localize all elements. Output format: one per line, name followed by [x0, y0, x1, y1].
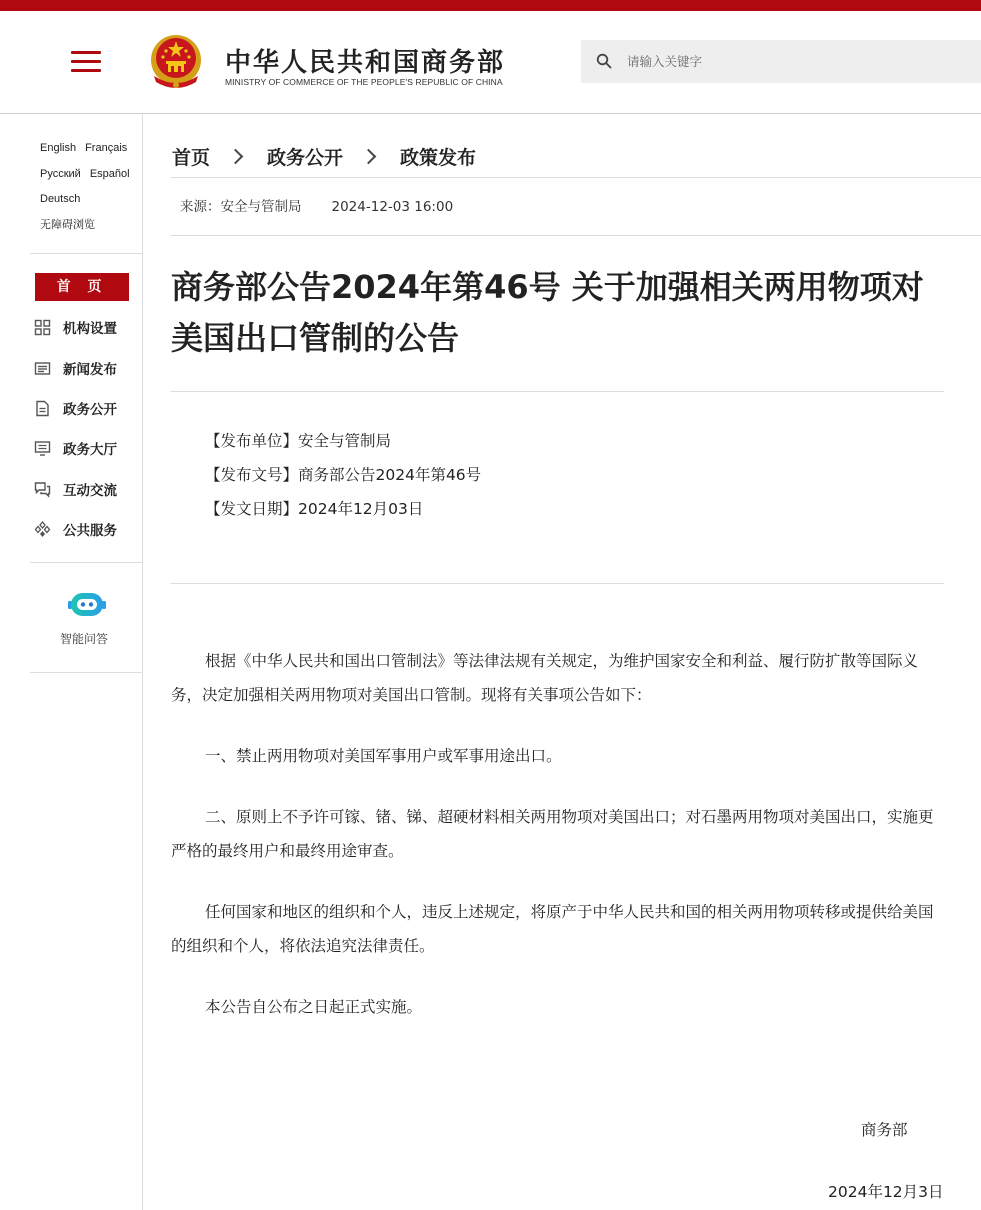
lang-russian-link[interactable]: Русский [40, 167, 81, 180]
sidebar-divider [30, 562, 142, 563]
chevron-right-icon [361, 148, 377, 164]
breadcrumb-divider [171, 177, 981, 178]
breadcrumb-government-affairs[interactable]: 政务公开 [267, 146, 344, 169]
article-datetime: 2024-12-03 16:00 [331, 199, 454, 215]
service-icon [34, 521, 51, 538]
breadcrumb-home[interactable]: 首页 [172, 146, 211, 169]
lang-german-link[interactable]: Deutsch [40, 193, 81, 205]
meta-divider [171, 235, 981, 236]
search-box [581, 40, 981, 83]
body-paragraph: 二、原则上不予许可镓、锗、锑、超硬材料相关两用物项对美国出口；对石墨两用物项对美国出口，实施更严格的最终用户和最终用途审查。 [171, 808, 934, 860]
site-title: 中华人民共和国商务部 [225, 48, 506, 78]
chevron-right-icon [228, 148, 244, 164]
sidebar [0, 114, 143, 1210]
article-info [205, 424, 481, 526]
assistant-label[interactable]: 智能问答 [60, 632, 109, 646]
info-doc-number: 【发布文号】商务部公告2024年第46号 [205, 466, 482, 484]
sidebar-item-label: 新闻发布 [63, 362, 117, 378]
article-meta [180, 195, 453, 215]
site-header [0, 11, 981, 114]
article-body [171, 644, 946, 1051]
sidebar-item-public-service[interactable] [34, 517, 117, 541]
body-paragraph: 任何国家和地区的组织和个人，违反上述规定，将原产于中华人民共和国的相关两用物项转移或提供给美国的组织和个人，将依法追究法律责任。 [171, 903, 934, 955]
sidebar-item-service-hall[interactable] [34, 436, 117, 460]
article-title: 商务部公告2024年第46号 关于加强相关两用物项对美国出口管制的公告 [171, 268, 924, 357]
monitor-icon [34, 440, 51, 457]
top-red-bar [0, 0, 981, 11]
body-paragraph: 根据《中华人民共和国出口管制法》等法律法规有关规定，为维护国家安全和利益、履行防扩散等国际义务，决定加强相关两用物项对美国出口管制。现将有关事项公告如下： [171, 652, 919, 704]
accessibility-link[interactable]: 无障碍浏览 [40, 218, 95, 231]
sidebar-divider [30, 253, 142, 254]
info-issuer: 【发布单位】安全与管制局 [205, 432, 392, 450]
breadcrumb-policy-release[interactable]: 政策发布 [400, 146, 477, 169]
sidebar-divider [30, 672, 142, 673]
document-icon [34, 400, 51, 417]
sidebar-item-organization[interactable] [34, 315, 117, 339]
search-icon[interactable] [596, 53, 612, 69]
info-divider [171, 583, 944, 584]
body-paragraph: 本公告自公布之日起正式实施。 [205, 998, 423, 1016]
site-subtitle: MINISTRY OF COMMERCE OF THE PEOPLE'S REPUBLIC OF CHINA [225, 77, 503, 87]
sidebar-item-government-affairs[interactable] [34, 396, 117, 420]
sidebar-item-news[interactable] [34, 356, 117, 380]
signature-date: 2024年12月3日 [828, 1183, 944, 1201]
search-input[interactable] [627, 40, 967, 83]
lang-french-link[interactable]: Français [85, 142, 128, 154]
body-paragraph: 一、禁止两用物项对美国军事用户或军事用途出口。 [205, 747, 562, 765]
sidebar-item-label: 机构设置 [63, 321, 117, 337]
sidebar-item-label: 政务公开 [63, 402, 117, 418]
lang-spanish-link[interactable]: Español [89, 167, 130, 180]
breadcrumb [172, 141, 476, 171]
chat-icon [34, 481, 51, 498]
sidebar-item-home[interactable]: 首 页 [35, 273, 129, 301]
article-source: 来源：安全与管制局 [180, 199, 302, 215]
language-links [40, 136, 140, 238]
lang-english-link[interactable]: English [40, 142, 77, 154]
sidebar-item-label: 公共服务 [63, 523, 117, 539]
title-divider [171, 391, 944, 392]
robot-assistant-icon[interactable] [66, 589, 108, 619]
sidebar-item-interaction[interactable] [34, 477, 117, 501]
sidebar-item-label: 政务大厅 [63, 442, 117, 458]
sidebar-item-label: 互动交流 [63, 483, 117, 499]
newspaper-icon [34, 360, 51, 377]
menu-icon[interactable] [71, 51, 101, 73]
info-date: 【发文日期】2024年12月03日 [205, 500, 424, 518]
signature-organization: 商务部 [861, 1121, 908, 1139]
grid-icon [34, 319, 51, 336]
national-emblem-icon[interactable] [146, 32, 206, 92]
